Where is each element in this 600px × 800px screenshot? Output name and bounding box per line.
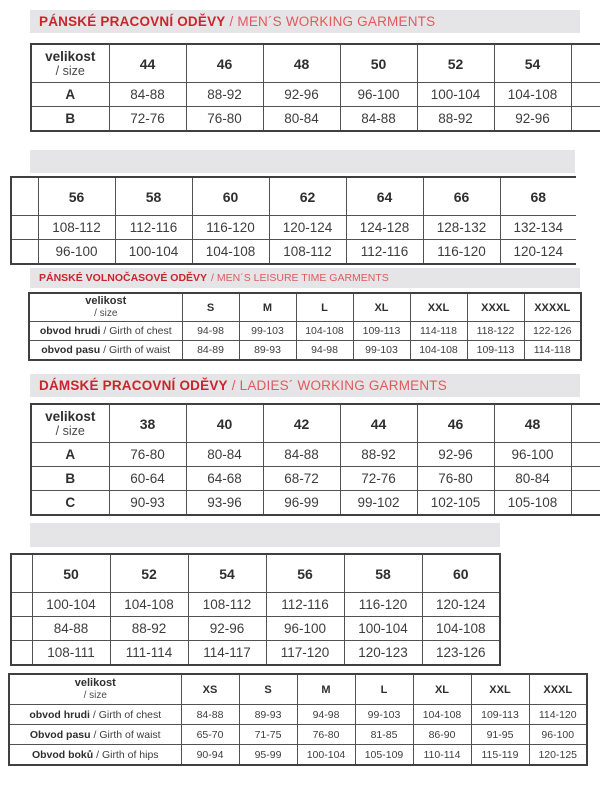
size-header-cell: XS <box>181 674 239 705</box>
size-value-cell: 94-98 <box>297 705 355 725</box>
size-value-cell: 111-114 <box>110 641 188 666</box>
size-value-cell: 132-134 <box>500 216 576 240</box>
size-value-cell: 93-96 <box>186 491 263 516</box>
size-value-cell: 120-125 <box>529 745 587 766</box>
size-value-cell: 104-108 <box>422 617 500 641</box>
size-header-cell: XXXL <box>467 293 524 322</box>
mens-working-sizes-table-1 <box>30 43 600 132</box>
size-value-cell: 100-104 <box>115 240 192 265</box>
size-value-cell: 114-117 <box>188 641 266 666</box>
size-value-cell: 116-120 <box>423 240 500 265</box>
size-header-cell: 62 <box>269 177 346 216</box>
measurement-label-en: / Girth of waist <box>90 728 161 741</box>
measurement-label-en: / Girth of waist <box>100 344 171 356</box>
size-value-cell: 120-123 <box>344 641 422 666</box>
size-value-cell: 94-98 <box>182 322 239 341</box>
size-value-cell: 99-103 <box>353 341 410 361</box>
row-label-cell: B <box>31 467 109 491</box>
size-header-cell: 48 <box>263 44 340 83</box>
size-value-cell: 108-112 <box>188 593 266 617</box>
size-value-cell: 104-108 <box>494 83 571 107</box>
measurement-label-cell <box>9 745 181 766</box>
size-value-cell: 108-112 <box>269 240 346 265</box>
size-header-cell: XL <box>413 674 471 705</box>
size-value-cell: 115-119 <box>471 745 529 766</box>
size-value-cell: 122-126 <box>524 322 581 341</box>
size-value-cell: 99-102 <box>340 491 417 516</box>
size-value-cell: 88-92 <box>417 107 494 132</box>
size-value-cell: 109-113 <box>471 705 529 725</box>
size-header-cell: 42 <box>263 404 340 443</box>
size-value-cell: 109-113 <box>467 341 524 361</box>
measurement-row <box>11 593 500 617</box>
measurement-label-cell <box>29 341 182 361</box>
clipped-column-cell <box>571 443 600 467</box>
clipped-column-cell <box>571 467 600 491</box>
size-value-cell: 76-80 <box>297 725 355 745</box>
size-value-cell: 117-120 <box>266 641 344 666</box>
size-header-cell: 44 <box>109 44 186 83</box>
size-value-cell: 80-84 <box>494 467 571 491</box>
size-header-cell: 64 <box>346 177 423 216</box>
size-value-cell: 102-105 <box>417 491 494 516</box>
size-value-cell: 96-99 <box>263 491 340 516</box>
size-value-cell: 76-80 <box>109 443 186 467</box>
mens-working-sizes-table-2 <box>10 176 576 265</box>
size-value-cell: 110-114 <box>413 745 471 766</box>
size-header-cell: XXXL <box>529 674 587 705</box>
size-header-cell: S <box>239 674 297 705</box>
corner-line2: / size <box>94 308 118 320</box>
size-header-cell: M <box>239 293 296 322</box>
size-header-row <box>31 44 600 83</box>
ladies-working-sizes-table-1 <box>30 403 600 516</box>
size-value-cell: 90-93 <box>109 491 186 516</box>
mens-working-title-en: / MEN´S WORKING GARMENTS <box>229 14 436 29</box>
size-header-cell: 48 <box>494 404 571 443</box>
size-header-cell: 56 <box>38 177 115 216</box>
size-header-row <box>11 177 576 216</box>
ladies-working-table1-wrap <box>30 403 600 521</box>
size-value-cell: 108-111 <box>32 641 110 666</box>
size-value-cell: 104-108 <box>296 322 353 341</box>
size-value-cell: 100-104 <box>32 593 110 617</box>
size-header-cell: XXL <box>410 293 467 322</box>
size-value-cell: 96-100 <box>38 240 115 265</box>
measurement-row <box>31 491 600 516</box>
size-header-cell: 52 <box>417 44 494 83</box>
size-value-cell: 84-88 <box>181 705 239 725</box>
measurement-label-en: / Girth of chest <box>89 708 162 721</box>
corner-line1: velikost <box>74 677 116 690</box>
size-header-cell: 56 <box>266 554 344 593</box>
size-header-cell: 46 <box>417 404 494 443</box>
measurement-label-cz: obvod hrudi <box>29 708 90 721</box>
size-header-cell: XXXXL <box>524 293 581 322</box>
mens-working-table1-wrap <box>30 43 600 135</box>
measurement-row <box>31 443 600 467</box>
size-header-cell: 44 <box>340 404 417 443</box>
mens-leisure-title-en: / MEN´S LEISURE TIME GARMENTS <box>211 272 389 284</box>
size-value-cell: 112-116 <box>346 240 423 265</box>
row-label-cell: A <box>31 443 109 467</box>
mens-leisure-title-cz: PÁNSKÉ VOLNOČASOVÉ ODĚVY <box>39 272 208 284</box>
corner-line1: velikost <box>85 295 127 308</box>
size-value-cell: 76-80 <box>417 467 494 491</box>
size-header-cell: 46 <box>186 44 263 83</box>
clipped-column-cell <box>571 83 600 107</box>
size-header-cell: 52 <box>110 554 188 593</box>
ladies-working-measurements-table <box>8 673 588 766</box>
measurement-label-en: / Girth of hips <box>93 748 159 761</box>
size-header-cell: 38 <box>109 404 186 443</box>
size-value-cell: 92-96 <box>263 83 340 107</box>
mens-working-title-cz: PÁNSKÉ PRACOVNÍ ODĚVY <box>39 14 226 29</box>
size-header-cell: L <box>296 293 353 322</box>
empty-title-band-2 <box>30 523 500 547</box>
ladies-working-table3-wrap <box>8 673 588 771</box>
measurement-label-cz: Obvod pasu <box>29 728 91 741</box>
size-header-cell: 50 <box>32 554 110 593</box>
size-value-cell: 86-90 <box>413 725 471 745</box>
size-value-cell: 112-116 <box>115 216 192 240</box>
corner-line1: velikost <box>45 48 96 64</box>
size-value-cell: 123-126 <box>422 641 500 666</box>
size-value-cell: 65-70 <box>181 725 239 745</box>
size-header-row <box>29 293 581 322</box>
size-header-cell: M <box>297 674 355 705</box>
mens-working-title-band <box>30 10 580 33</box>
size-value-cell: 99-103 <box>355 705 413 725</box>
size-value-cell: 120-124 <box>500 240 576 265</box>
size-header-cell: 54 <box>188 554 266 593</box>
size-value-cell: 64-68 <box>186 467 263 491</box>
size-value-cell: 108-112 <box>38 216 115 240</box>
ladies-working-title-en: / LADIES´ WORKING GARMENTS <box>231 378 447 393</box>
size-value-cell: 105-109 <box>355 745 413 766</box>
size-value-cell: 72-76 <box>340 467 417 491</box>
size-value-cell: 68-72 <box>263 467 340 491</box>
clipped-column-cell <box>11 177 38 216</box>
size-value-cell: 118-122 <box>467 322 524 341</box>
size-value-cell: 84-88 <box>340 107 417 132</box>
size-value-cell: 100-104 <box>417 83 494 107</box>
measurement-row <box>29 341 581 361</box>
size-value-cell: 76-80 <box>186 107 263 132</box>
size-value-cell: 96-100 <box>266 617 344 641</box>
size-header-cell: 54 <box>494 44 571 83</box>
measurement-label-cell <box>9 725 181 745</box>
measurement-row <box>11 617 500 641</box>
size-value-cell: 116-120 <box>192 216 269 240</box>
measurement-row <box>29 322 581 341</box>
measurement-row <box>9 725 587 745</box>
size-header-cell: 60 <box>422 554 500 593</box>
size-value-cell: 92-96 <box>494 107 571 132</box>
mens-leisure-sizes-table <box>28 292 582 361</box>
size-value-cell: 81-85 <box>355 725 413 745</box>
size-label-header-cell <box>29 293 182 322</box>
size-header-row <box>11 554 500 593</box>
size-value-cell: 104-108 <box>192 240 269 265</box>
size-header-cell: XL <box>353 293 410 322</box>
size-label-header-cell <box>31 44 109 83</box>
size-value-cell: 99-103 <box>239 322 296 341</box>
measurement-row <box>11 240 576 265</box>
measurement-label-cz: Obvod boků <box>31 748 94 761</box>
size-value-cell: 71-75 <box>239 725 297 745</box>
size-value-cell: 104-108 <box>110 593 188 617</box>
corner-line2: / size <box>83 690 107 702</box>
size-header-cell: S <box>182 293 239 322</box>
size-value-cell: 96-100 <box>494 443 571 467</box>
size-value-cell: 112-116 <box>266 593 344 617</box>
size-header-row <box>31 404 600 443</box>
clipped-column-cell <box>571 107 600 132</box>
size-header-cell: 66 <box>423 177 500 216</box>
size-value-cell: 96-100 <box>529 725 587 745</box>
ladies-working-sizes-table-2 <box>10 553 501 666</box>
size-value-cell: 120-124 <box>422 593 500 617</box>
size-value-cell: 109-113 <box>353 322 410 341</box>
corner-line2: / size <box>55 64 85 79</box>
size-value-cell: 84-88 <box>263 443 340 467</box>
mens-leisure-table-wrap <box>28 292 584 362</box>
clipped-column-cell <box>571 44 600 83</box>
measurement-label-cell <box>9 705 181 725</box>
measurement-label-cz: obvod pasu <box>41 344 101 356</box>
measurement-row <box>9 745 587 766</box>
row-label-cell: B <box>31 107 109 132</box>
size-value-cell: 91-95 <box>471 725 529 745</box>
size-value-cell: 128-132 <box>423 216 500 240</box>
size-value-cell: 114-120 <box>529 705 587 725</box>
size-value-cell: 94-98 <box>296 341 353 361</box>
size-value-cell: 120-124 <box>269 216 346 240</box>
size-value-cell: 80-84 <box>263 107 340 132</box>
clipped-column-cell <box>571 404 600 443</box>
clipped-column-cell <box>11 617 32 641</box>
size-value-cell: 116-120 <box>344 593 422 617</box>
size-header-cell: 68 <box>500 177 576 216</box>
ladies-working-title-band <box>30 374 580 397</box>
ladies-working-title-cz: DÁMSKÉ PRACOVNÍ ODĚVY <box>39 378 228 393</box>
size-value-cell: 89-93 <box>239 705 297 725</box>
clipped-column-cell <box>11 641 32 666</box>
size-value-cell: 84-88 <box>32 617 110 641</box>
size-value-cell: 88-92 <box>340 443 417 467</box>
size-header-row <box>9 674 587 705</box>
size-header-cell: 60 <box>192 177 269 216</box>
row-label-cell: C <box>31 491 109 516</box>
clipped-column-cell <box>11 216 38 240</box>
size-header-cell: 58 <box>115 177 192 216</box>
mens-leisure-title-band <box>30 268 580 288</box>
size-value-cell: 84-88 <box>109 83 186 107</box>
size-value-cell: 92-96 <box>188 617 266 641</box>
size-value-cell: 90-94 <box>181 745 239 766</box>
size-header-cell: 50 <box>340 44 417 83</box>
mens-working-table2-wrap <box>10 176 576 266</box>
measurement-row <box>11 641 500 666</box>
measurement-label-en: / Girth of chest <box>100 325 172 337</box>
clipped-column-cell <box>11 593 32 617</box>
measurement-row <box>31 107 600 132</box>
size-value-cell: 80-84 <box>186 443 263 467</box>
size-value-cell: 95-99 <box>239 745 297 766</box>
size-header-cell: 40 <box>186 404 263 443</box>
size-value-cell: 104-108 <box>410 341 467 361</box>
corner-line2: / size <box>55 424 85 439</box>
size-value-cell: 88-92 <box>186 83 263 107</box>
clipped-column-cell <box>11 240 38 265</box>
size-value-cell: 114-118 <box>410 322 467 341</box>
size-value-cell: 84-89 <box>182 341 239 361</box>
size-value-cell: 105-108 <box>494 491 571 516</box>
size-value-cell: 124-128 <box>346 216 423 240</box>
size-value-cell: 60-64 <box>109 467 186 491</box>
measurement-label-cell <box>29 322 182 341</box>
ladies-working-table2-wrap <box>10 553 501 668</box>
size-label-header-cell <box>9 674 181 705</box>
size-label-header-cell <box>31 404 109 443</box>
row-label-cell: A <box>31 83 109 107</box>
corner-line1: velikost <box>45 408 96 424</box>
size-value-cell: 114-118 <box>524 341 581 361</box>
size-value-cell: 88-92 <box>110 617 188 641</box>
size-value-cell: 100-104 <box>344 617 422 641</box>
size-value-cell: 89-93 <box>239 341 296 361</box>
measurement-label-cz: obvod hrudi <box>39 325 101 337</box>
measurement-row <box>11 216 576 240</box>
size-value-cell: 96-100 <box>340 83 417 107</box>
size-header-cell: 58 <box>344 554 422 593</box>
size-header-cell: XXL <box>471 674 529 705</box>
size-header-cell: L <box>355 674 413 705</box>
clipped-column-cell <box>571 491 600 516</box>
empty-title-band-1 <box>30 150 575 173</box>
clipped-column-cell <box>11 554 32 593</box>
size-value-cell: 72-76 <box>109 107 186 132</box>
measurement-row <box>31 467 600 491</box>
measurement-row <box>9 705 587 725</box>
size-value-cell: 92-96 <box>417 443 494 467</box>
size-value-cell: 100-104 <box>297 745 355 766</box>
measurement-row <box>31 83 600 107</box>
size-value-cell: 104-108 <box>413 705 471 725</box>
